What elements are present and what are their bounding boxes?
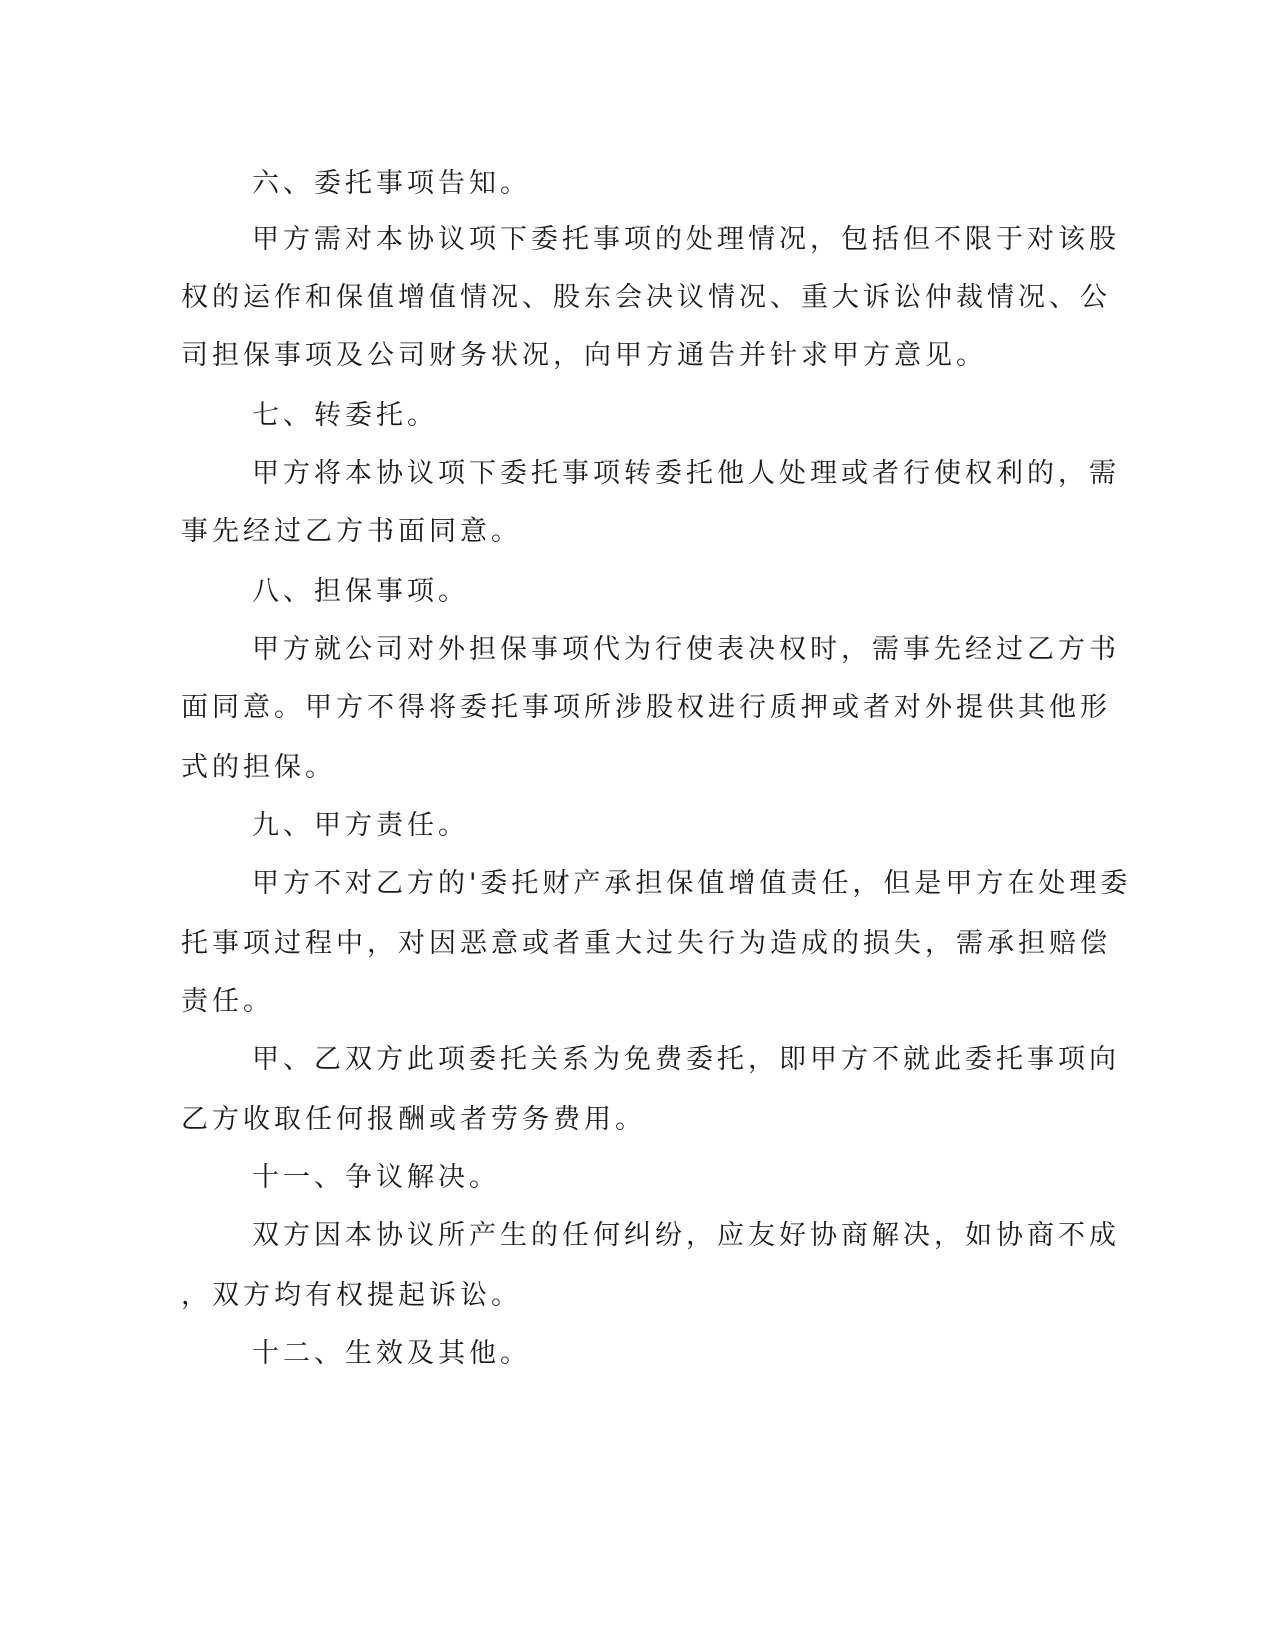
- paragraph-line: 双方因本协议所产生的任何纠纷，应友好协商解决，如协商不成: [252, 1220, 1120, 1251]
- paragraph-line: 面同意。甲方不得将委托事项所涉股权进行质押或者对外提供其他形: [181, 692, 1111, 723]
- section-heading-6: 六、委托事项告知。: [252, 168, 531, 199]
- paragraph-line: 托事项过程中，对因恶意或者重大过失行为造成的损失，需承担赔偿: [181, 928, 1111, 959]
- section-heading-8: 八、担保事项。: [252, 576, 469, 607]
- section-heading-11: 十一、争议解决。: [252, 1162, 500, 1193]
- section-heading-12: 十二、生效及其他。: [252, 1338, 531, 1369]
- paragraph-line: 乙方收取任何报酬或者劳务费用。: [181, 1104, 646, 1135]
- paragraph-line: 责任。: [181, 986, 274, 1017]
- paragraph-line: 权的运作和保值增值情况、股东会决议情况、重大诉讼仲裁情况、公: [181, 282, 1111, 313]
- paragraph-line: 甲方需对本协议项下委托事项的处理情况，包括但不限于对该股: [252, 224, 1120, 255]
- paragraph-line: 甲方将本协议项下委托事项转委托他人处理或者行使权利的，需: [252, 458, 1120, 489]
- paragraph-line: 事先经过乙方书面同意。: [181, 516, 522, 547]
- section-heading-7: 七、转委托。: [252, 400, 438, 431]
- paragraph-line: 甲、乙双方此项委托关系为免费委托，即甲方不就此委托事项向: [252, 1044, 1120, 1075]
- paragraph-line: 甲方就公司对外担保事项代为行使表决权时，需事先经过乙方书: [252, 634, 1120, 665]
- paragraph-line: 式的担保。: [181, 752, 336, 783]
- paragraph-line: ，双方均有权提起诉讼。: [181, 1280, 522, 1311]
- section-heading-9: 九、甲方责任。: [252, 810, 469, 841]
- paragraph-line: 甲方不对乙方的'委托财产承担保值增值责任，但是甲方在处理委: [252, 868, 1132, 899]
- paragraph-line: 司担保事项及公司财务状况，向甲方通告并针求甲方意见。: [181, 340, 987, 371]
